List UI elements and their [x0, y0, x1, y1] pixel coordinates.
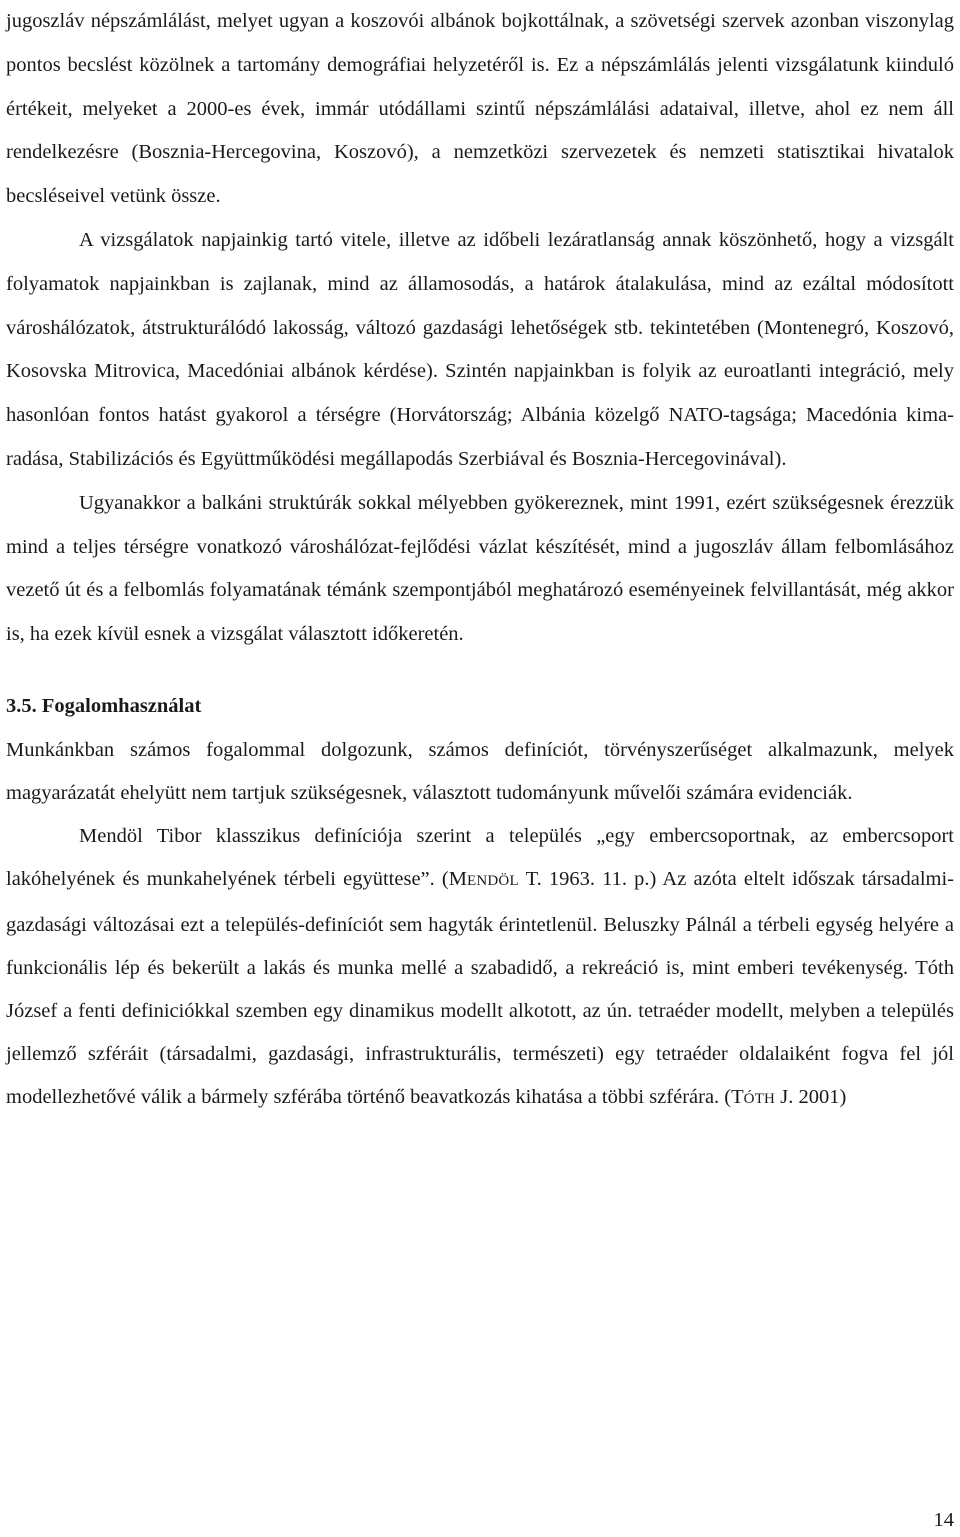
paragraph-balkan-structures: Ugyanakkor a balkáni struktúrák sokkal mélyebben gyökereznek, mint 1991, ezért szükségesnek érezzük mind a teljes térségre vonatkozó városhálózat-fejlődési vázlat készítését, mind a jugoszláv állam felbomlásához vezető út és a felbomlás folyamatának témánk szempontjából meghatározó eseményeinek felvillantását, még akkor is, ha ezek kívül esnek a vizsgálat választott időkeretén.: [6, 491, 954, 646]
citation-toth-smallcaps: ÓTH: [743, 1091, 776, 1108]
definition-text-2: T. 1963. 11. p.) Az azóta eltelt időszak társadalmi-gazdasági változásai ezt a település-definíciót sem hagyták érintetlenül. Beluszky Pálnál a térbeli egység helyére a funkcionális lép és bekerült a lakás és munka mellé a szabadidő, a rekreáció is, mint emberi tevékenység. Tóth József a fenti definiciókkal szemben egy dinamikus modellt alkotott, az ún. tetraéder modellt, melyben a település jellemző szféráit (társadalmi, gazdasági, infrastrukturális, természeti) egy tetraéder oldalaiként fogva fel jól modellezhetővé válik a bármely szférába történő beavatkozás kihatása a többi szférára. (T: [6, 868, 954, 1109]
paragraph-research-timeframe: A vizsgálatok napjainkig tartó vitele, illetve az időbeli lezáratlanság annak köszönhető, hogy a vizsgált folyamatok napjainkban is zajlanak, mind az államosodás, a határok átalakulása, mind az ezáltal módosított városhálózatok, átstrukturálódó lakosság, változó gazdasági lehetőségek stb. tekintetében (Montenegró, Koszovó, Kosovska Mitrovica, Macedóniai albánok kérdése). Szintén napjainkban is folyik az euroatlanti integráció, mely hasonlóan fontos hatást gyakorol a térségre (Horvátország; Albánia közelgő NATO-tagsága; Macedónia kimaradása, Stabilizációs és Együttműködési megállapodás Szerbiával és Bosznia-Hercegovinával).: [6, 228, 954, 470]
document-page: [6, 0, 954, 1122]
definition-text-1: Mendöl Tibor klasszikus definíciója szerint a település „egy embercsoportnak, az embercsoport lakóhelyének és munkahelyének térbeli együttese”. (M: [6, 825, 954, 891]
paragraph-terminology: Munkánkban számos fogalommal dolgozunk, számos definíciót, törvényszerűséget alkalmazunk, melyek magyarázatát ehelyütt nem tartjuk szükségesnek, választott tudományunk művelői számára evidenciák.: [6, 738, 954, 804]
page-number: 14: [933, 1509, 954, 1531]
section-heading: 3.5. Fogalomhasználat: [6, 694, 202, 717]
paragraph-census: jugoszláv népszámlálást, melyet ugyan a koszovói albánok bojkottálnak, a szövetségi szervek azonban viszonylag pontos becslést közölnek a tartomány demográfiai helyzetéről is. Ez a népszámlálás jelenti vizsgálatunk kiinduló értékeit, melyeket a 2000-es évek, immár utódállami szintű népszámlálási adataival, illetve, ahol ez nem áll rendelkezésre (Bosznia-Hercegovina, Koszovó), a nemzetközi szervezetek és nemzeti statisztikai hivatalok becsléseivel vetünk össze.: [6, 10, 954, 208]
citation-mendol-smallcaps: ENDÖL: [466, 873, 519, 890]
definition-text-3: J. 2001): [775, 1086, 847, 1109]
paragraph-settlement-definition: [6, 815, 954, 1121]
